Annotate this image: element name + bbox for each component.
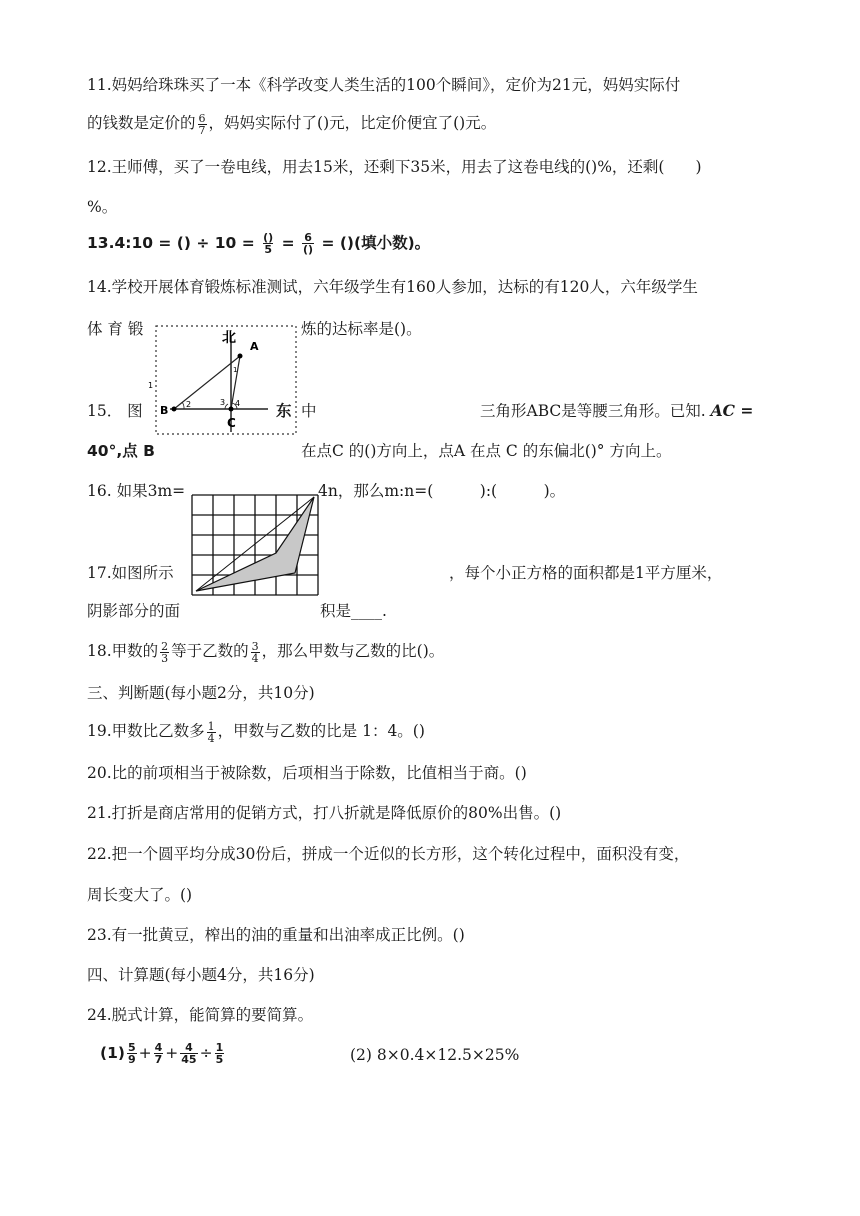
- q19-post: ，甲数与乙数的比是 1：4。(): [217, 722, 425, 740]
- frac-den: 5: [264, 243, 272, 256]
- q19-fraction: [207, 721, 216, 744]
- q15-right: [480, 400, 753, 422]
- q24-part2: (2) 8×0.4×12.5×25%: [350, 1046, 520, 1064]
- q19-pre: 19.甲数比乙数多: [87, 722, 205, 740]
- frac-den: 5: [215, 1053, 224, 1066]
- frac-den: 9: [127, 1053, 136, 1066]
- q14-line2-right: 炼的达标率是()。: [301, 320, 422, 338]
- label-angle-1: 1: [233, 366, 238, 374]
- frac-num: 2: [161, 639, 169, 653]
- q22-line1: 22.把一个圆平均分成30份后，拼成一个近似的长方形，这个转化过程中，面积没有变，: [87, 845, 690, 863]
- q11-fraction: [198, 113, 207, 136]
- q21-line: 21.打折是商店常用的促销方式，打八折就是降低原价的80%出售。(): [87, 804, 562, 822]
- grid-shaded-figure: [190, 493, 320, 597]
- label-angle-3: 3: [220, 398, 226, 407]
- q18-post: ，那么甲数与乙数的比()。: [261, 642, 445, 660]
- compass-east-label: 东: [276, 402, 292, 420]
- q15-line2-right: 在点C 的()方向上，点A 在点 C 的东偏北()° 方向上。: [301, 442, 672, 460]
- q13-fraction2: [302, 232, 314, 255]
- q24-frac-a: [127, 1042, 137, 1065]
- q24-plus1: +: [138, 1044, 152, 1062]
- label-C: C: [227, 416, 236, 430]
- frac-num: 6: [198, 111, 206, 125]
- angle-arc-2: [182, 402, 184, 409]
- frac-num: 1: [207, 719, 215, 733]
- section3-heading: 三、判断题(每小题2分，共10分): [87, 684, 315, 702]
- frac-num: 4: [154, 1041, 163, 1054]
- q22-line2: 周长变大了。(): [87, 886, 193, 904]
- q15-right-text: 三角形ABC是等腰三角形。已知.: [480, 402, 706, 420]
- q12-line2: %。: [87, 198, 118, 216]
- frac-den: 7: [198, 123, 206, 137]
- q19-line: [87, 720, 425, 744]
- section4-heading: 四、计算题(每小题4分，共16分): [87, 966, 315, 984]
- q17-left: 17.如图所示: [87, 564, 174, 582]
- frac-den: 45: [181, 1053, 197, 1066]
- label-A: A: [250, 340, 259, 353]
- frac-den: (): [302, 243, 314, 256]
- frac-num: 3: [251, 639, 259, 653]
- q24-title: 24.脱式计算，能简算的要简算。: [87, 1006, 314, 1024]
- frac-num: (): [263, 231, 274, 244]
- q17-right: ，每个小正方格的面积都是1平方厘米，: [449, 564, 723, 582]
- q15-line2-left: 40°,点 B: [87, 442, 155, 460]
- q24-part1: [100, 1042, 226, 1065]
- q20-line: 20.比的前项相当于被除数，后项相当于除数，比值相当于商。(): [87, 764, 527, 782]
- segment-BA: [174, 356, 240, 409]
- q18-fraction2: [251, 641, 260, 664]
- q24-frac-c: [180, 1042, 197, 1065]
- frac-num: 4: [185, 1041, 193, 1054]
- q11-text-post: ，妈妈实际付了()元，比定价便宜了()元。: [208, 114, 497, 132]
- q18-pre: 18.甲数的: [87, 642, 159, 660]
- q11-text-pre: 的钱数是定价的: [87, 114, 196, 132]
- q23-line: 23.有一批黄豆，榨出的油的重量和出油率成正比例。(): [87, 926, 465, 944]
- q15-mid: 中: [301, 402, 317, 420]
- q24-p1-label: (1): [100, 1044, 125, 1062]
- side-mark: 1: [148, 381, 154, 390]
- point-A: [238, 354, 243, 359]
- q18-line: [87, 640, 444, 664]
- frac-den: 3: [161, 651, 169, 665]
- q13-fraction1: [262, 232, 274, 255]
- point-B: [172, 407, 177, 412]
- q17-line2-right: 积是____.: [320, 602, 387, 620]
- point-C: [229, 407, 234, 412]
- frac-den: 4: [251, 651, 259, 665]
- frac-den: 4: [207, 731, 215, 745]
- q13-post: = ()(填小数)。: [321, 234, 431, 252]
- q14-line2-left: 体 育 锻: [87, 320, 144, 338]
- q15-ac: AC =: [710, 401, 754, 420]
- q13-pre: 13.4:10 = () ÷ 10 =: [87, 234, 255, 252]
- q24-frac-b: [154, 1042, 164, 1065]
- q12-line1: 12.王师傅，买了一卷电线，用去15米，还剩下35米，用去了这卷电线的()%，还剩( ): [87, 158, 702, 176]
- q11-line2: [87, 112, 496, 136]
- frac-num: 6: [304, 231, 312, 244]
- q24-frac-d: [215, 1042, 225, 1065]
- frac-den: 7: [154, 1053, 163, 1066]
- q16-left: 16. 如果3m=: [87, 482, 186, 500]
- frac-num: 5: [127, 1041, 136, 1054]
- q15-left: 15． 图: [87, 402, 143, 420]
- compass-triangle-figure: [150, 322, 300, 440]
- label-north: 北: [222, 330, 236, 346]
- q16-right: 4n，那么m:n=( ):( )。: [318, 482, 566, 500]
- q14-line1: 14.学校开展体育锻炼标准测试，六年级学生有160人参加，达标的有120人，六年级学生: [87, 278, 698, 296]
- q18-fraction1: [160, 641, 169, 664]
- q24-div: ÷: [199, 1044, 213, 1062]
- q18-mid: 等于乙数的: [171, 642, 249, 660]
- frac-num: 1: [215, 1041, 224, 1054]
- q11-line1: 11.妈妈给珠珠买了一本《科学改变人类生活的100个瞬间》，定价为21元，妈妈实际付: [87, 76, 681, 94]
- q13-mid: =: [281, 234, 295, 252]
- q24-plus2: +: [165, 1044, 179, 1062]
- label-angle-2: 2: [186, 400, 192, 409]
- label-angle-4: 4: [235, 399, 241, 408]
- q17-line2-left: 阴影部分的面: [87, 602, 181, 620]
- q13-line: [87, 232, 430, 255]
- label-B: B: [160, 404, 169, 417]
